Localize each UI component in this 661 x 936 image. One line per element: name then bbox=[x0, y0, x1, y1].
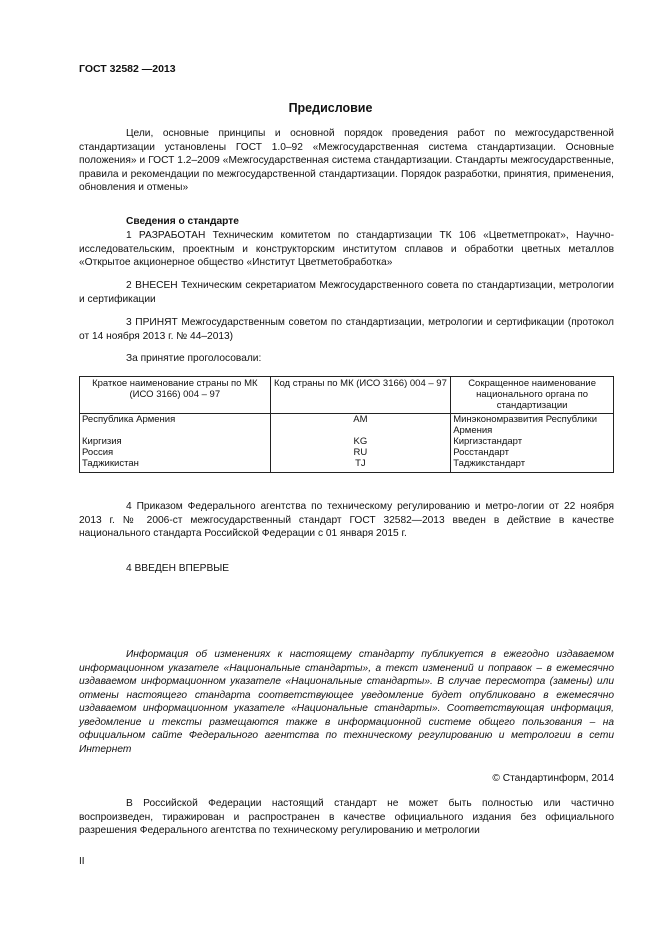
item-introduced-first: 4 ВВЕДЕН ВПЕРВЫЕ bbox=[126, 563, 230, 574]
rights-notice: В Российской Федерации настоящий стандарт не может быть полностью или частично воспроизведен, тиражирован и распространен в качестве официального издания без официального разрешения Федерального агентства по техническому регулированию и метрологии bbox=[79, 798, 614, 836]
table-header-row bbox=[80, 377, 614, 414]
item-4-paragraph: 4 Приказом Федерального агентства по техническому регулированию и метро-логии от 22 ноября 2013 г. № 2006-ст межгосударственный стандарт ГОСТ 32582—2013 введен в действие в качестве национального стандарта Российской Федерации с 01 января 2015 г. bbox=[79, 501, 614, 539]
column-header: Краткое наименование страны по МК (ИСО 3166) 004 – 97 bbox=[80, 377, 271, 414]
about-heading: Сведения о стандарте bbox=[126, 216, 239, 227]
code-cell: AM bbox=[270, 414, 451, 437]
code-cell: KG bbox=[270, 436, 451, 447]
copyright: © Стандартинформ, 2014 bbox=[492, 773, 614, 784]
voted-label: За принятие проголосовали: bbox=[126, 353, 262, 364]
about-item-1: 1 РАЗРАБОТАН Техническим комитетом по стандартизации ТК 106 «Цветметпрокат», Научно-исследовательским, проектным и конструкторским институтом сплавов и обработки цветных металлов «Открытое акционерное общество «Институт Цветметобработка» bbox=[79, 230, 614, 268]
column-header: Сокращенное наименование национального органа по стандартизации bbox=[451, 377, 614, 414]
body-cell: Таджикстандарт bbox=[451, 458, 614, 473]
table-row bbox=[80, 458, 614, 473]
table-row bbox=[80, 447, 614, 458]
country-cell: Киргизия bbox=[80, 436, 271, 447]
vote-table bbox=[79, 376, 614, 473]
body-cell: Минэкономразвития Республики Армения bbox=[451, 414, 614, 437]
country-cell: Россия bbox=[80, 447, 271, 458]
code-cell: RU bbox=[270, 447, 451, 458]
body-cell: Киргизстандарт bbox=[451, 436, 614, 447]
page-number: II bbox=[79, 856, 85, 867]
body-cell: Росстандарт bbox=[451, 447, 614, 458]
intro-paragraph: Цели, основные принципы и основной порядок проведения работ по межгосударственной стандартизации установлены ГОСТ 1.0–92 «Межгосударственная система стандартизации. Основные положения» и ГОСТ 1.2–2009 «Межгосударственная система стандартизации. Стандарты межгосударственные, правила и рекомендации по межгосударственной стандартизации. Порядок разработки, принятия, применения, обновления и отмены» bbox=[79, 128, 614, 193]
table-row bbox=[80, 414, 614, 437]
page-title: Предисловие bbox=[288, 101, 373, 115]
table-row bbox=[80, 436, 614, 447]
country-cell: Республика Армения bbox=[80, 414, 271, 437]
about-item-3: 3 ПРИНЯТ Межгосударственным советом по стандартизации, метрологии и сертификации (протокол от 14 ноября 2013 г. № 44–2013) bbox=[79, 317, 614, 342]
code-cell: TJ bbox=[270, 458, 451, 473]
info-notice: Информация об изменениях к настоящему стандарту публикуется в ежегодно издаваемом информационном указателе «Национальные стандарты», а текст изменений и поправок – в ежемесячно издаваемом информационном указателе «Национальные стандарты». В случае пересмотра (замены) или отмены настоящего стандарта соответствующее уведомление будет опубликовано в ежемесячно издаваемом информационном указателе «Национальные стандарты». Соответствующая информация, уведомление и тексты размещаются также в информационной системе общего пользования – на официальном сайте Федерального агентства по техническому регулированию и метрологии в сети Интернет bbox=[79, 649, 614, 755]
column-header: Код страны по МК (ИСО 3166) 004 – 97 bbox=[270, 377, 451, 414]
country-cell: Таджикистан bbox=[80, 458, 271, 473]
document-code: ГОСТ 32582 —2013 bbox=[79, 63, 176, 75]
about-item-2: 2 ВНЕСЕН Техническим секретариатом Межгосударственного совета по стандартизации, метрологии и сертификации bbox=[79, 280, 614, 305]
